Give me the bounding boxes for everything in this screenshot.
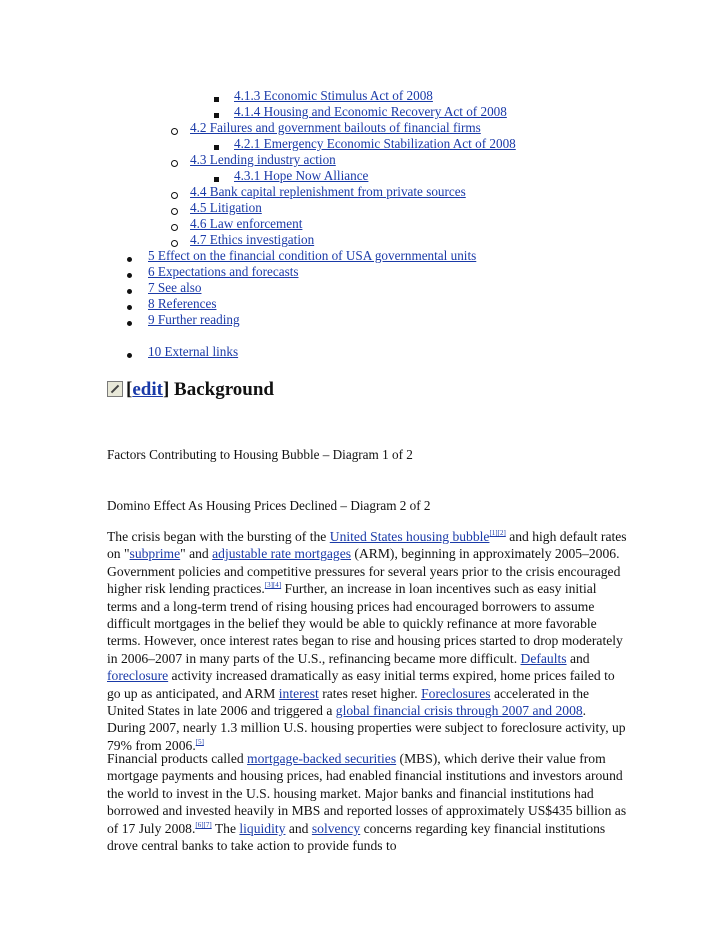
circle-bullet-icon	[171, 192, 178, 199]
link-liquidity[interactable]: liquidity	[239, 820, 286, 836]
link-global-financial-crisis[interactable]: global financial crisis through 2007 and 2008	[335, 703, 583, 719]
section-heading	[107, 378, 274, 402]
citation[interactable]: [6][7]	[195, 820, 212, 829]
toc-link[interactable]: 4.1.4 Housing and Economic Recovery Act of 2008	[234, 104, 507, 119]
toc-link[interactable]: 9 Further reading	[148, 312, 240, 327]
toc-link[interactable]: 4.4 Bank capital replenishment from private sources	[190, 184, 466, 199]
toc-link[interactable]: 4.1.3 Economic Stimulus Act of 2008	[234, 88, 433, 103]
disc-bullet-icon	[127, 321, 132, 326]
circle-bullet-icon	[171, 160, 178, 167]
link-foreclosures[interactable]: Foreclosures	[421, 685, 491, 701]
link-defaults[interactable]: Defaults	[520, 650, 567, 666]
disc-bullet-icon	[127, 257, 132, 262]
disc-bullet-icon	[127, 353, 132, 358]
square-bullet-icon	[214, 145, 219, 150]
link-mortgage-backed-securities[interactable]: mortgage-backed securities	[247, 751, 397, 766]
citation[interactable]: [3][4]	[264, 581, 282, 590]
link-subprime[interactable]: subprime	[129, 546, 181, 562]
square-bullet-icon	[214, 177, 219, 182]
toc-link[interactable]: 4.3 Lending industry action	[190, 152, 336, 167]
disc-bullet-icon	[127, 305, 132, 310]
toc-link[interactable]: 4.2 Failures and government bailouts of financial firms	[190, 120, 481, 135]
link-interest[interactable]: interest	[278, 685, 319, 701]
disc-bullet-icon	[127, 289, 132, 294]
diagram-caption-1: Factors Contributing to Housing Bubble – Diagram 1 of 2	[107, 447, 413, 462]
toc-link[interactable]: 5 Effect on the financial condition of USA governmental units	[148, 248, 477, 263]
section-title: Background	[174, 379, 274, 400]
bracket-close: ]	[162, 379, 170, 400]
circle-bullet-icon	[171, 240, 178, 247]
edit-link[interactable]: edit	[132, 379, 163, 400]
toc-link[interactable]: 10 External links	[148, 344, 239, 359]
circle-bullet-icon	[171, 128, 178, 135]
disc-bullet-icon	[127, 273, 132, 278]
toc-link[interactable]: 4.6 Law enforcement	[190, 216, 303, 231]
link-foreclosure[interactable]: foreclosure	[107, 668, 169, 684]
toc-link[interactable]: 4.7 Ethics investigation	[190, 232, 315, 247]
toc-link[interactable]: 8 References	[148, 296, 217, 311]
bracket-open: [	[126, 379, 133, 400]
paragraph-1: The crisis began with the bursting of the United States housing bubble[1][2] and high default rates on "subprime" and adjustable rate mortgages (ARM), beginning in approximately 2005–2006. Government policies and competitive pressures for several years prior to the crisis encouraged higher risk lending practices.[3][4] Further, an increase in loan incentives such as easy initial terms and a long-term trend of rising housing prices had encouraged borrowers to assume difficult mortgages in the belief they would be able to quickly refinance at more favorable terms. However, once interest rates began to rise and housing prices started to drop moderately in 2006–2007 in many parts of the U.S., refinancing became more difficult. Defaults and foreclosure activity increased dramatically as easy initial terms expired, home prices failed to go up as anticipated, and ARM interest rates reset higher. Foreclosures accelerated in the United States in late 2006 and triggered a global financial crisis through 2007 and 2008. During 2007, nearly 1.3 million U.S. housing properties were subject to foreclosure activity, up 79% from 2006.[5]	[107, 529, 627, 753]
circle-bullet-icon	[171, 224, 178, 231]
edit-icon[interactable]	[107, 381, 123, 397]
toc-link[interactable]: 6 Expectations and forecasts	[148, 264, 299, 279]
citation[interactable]: [1][2]	[489, 529, 506, 537]
toc-link[interactable]: 7 See also	[148, 280, 202, 295]
link-housing-bubble[interactable]: United States housing bubble	[329, 529, 490, 544]
circle-bullet-icon	[171, 208, 178, 215]
toc-link[interactable]: 4.3.1 Hope Now Alliance	[234, 168, 369, 183]
toc-link[interactable]: 4.5 Litigation	[190, 200, 262, 215]
toc-link[interactable]: 4.2.1 Emergency Economic Stabilization Act of 2008	[234, 136, 516, 151]
square-bullet-icon	[214, 113, 219, 118]
link-solvency[interactable]: solvency	[311, 820, 361, 836]
citation[interactable]: [5]	[195, 737, 204, 746]
paragraph-2: Financial products called mortgage-backed securities (MBS), which derive their value from mortgage payments and housing prices, had enabled financial institutions and investors around the world to invest in the U.S. housing market. Major banks and financial institutions had borrowed and invested heavily in MBS and reported losses of approximately US$435 billion as of 17 July 2008.[6][7] The liquidity and solvency concerns regarding key financial institutions drove central banks to take action to provide funds to	[107, 751, 627, 854]
diagram-caption-2: Domino Effect As Housing Prices Declined – Diagram 2 of 2	[107, 498, 431, 513]
square-bullet-icon	[214, 97, 219, 102]
link-adjustable-rate-mortgages[interactable]: adjustable rate mortgages	[212, 546, 352, 562]
